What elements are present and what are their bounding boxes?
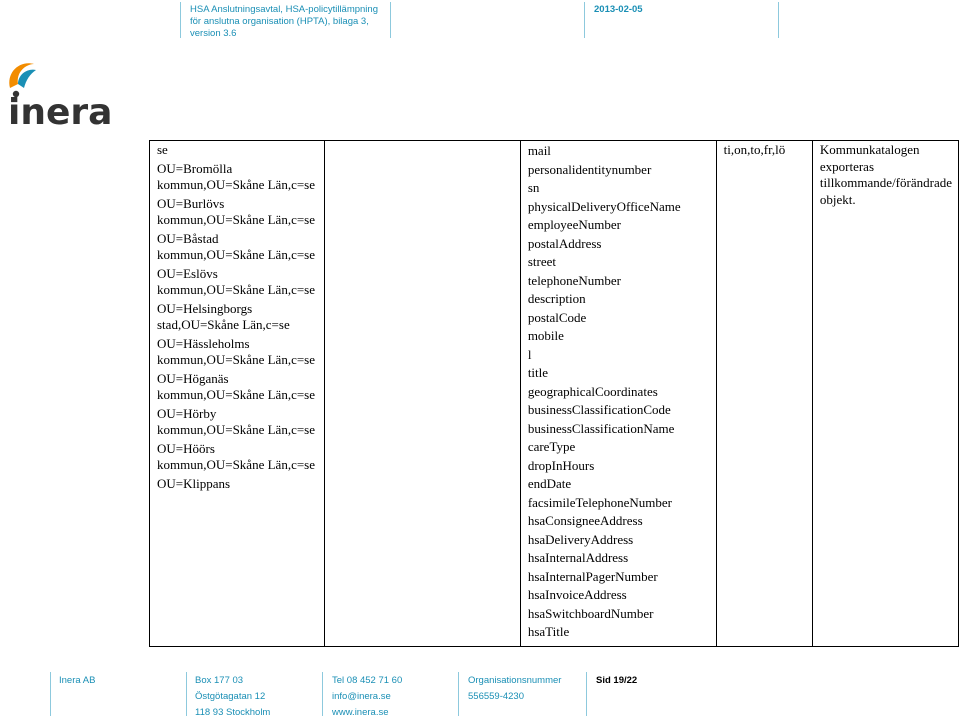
ou-entry: OU=Burlövs kommun,OU=Skåne Län,c=se <box>157 195 315 227</box>
attribute-name: postalAddress <box>527 235 602 251</box>
footer-org-label: Organisationsnummer <box>468 675 562 686</box>
attribute-name: postalCode <box>527 309 587 325</box>
ou-entry: OU=Eslövs kommun,OU=Skåne Län,c=se <box>157 265 315 297</box>
attribute-name: mail <box>527 143 551 158</box>
ou-entry: OU=Helsingborgs stad,OU=Skåne Län,c=se <box>157 300 290 332</box>
attribute-name: hsaInternalAddress <box>527 550 629 565</box>
footer-divider <box>186 672 187 716</box>
footer-divider <box>458 672 459 716</box>
ou-entry: OU=Båstad kommun,OU=Skåne Län,c=se <box>157 230 315 262</box>
attribute-name: hsaTitle <box>527 624 570 639</box>
ou-entry: OU=Hässleholms kommun,OU=Skåne Län,c=se <box>157 335 315 367</box>
ou-entry: OU=Bromölla kommun,OU=Skåne Län,c=se <box>157 160 315 192</box>
footer-org-number: 556559-4230 <box>468 691 524 702</box>
base-text: se <box>157 142 168 157</box>
note-cell <box>812 141 958 647</box>
empty-cell <box>324 141 520 647</box>
footer-email-link[interactable]: info@inera.se <box>332 691 391 702</box>
inera-swirl-icon <box>4 58 114 128</box>
footer-divider <box>586 672 587 716</box>
attribute-name: dropInHours <box>527 457 595 473</box>
attribute-name: title <box>527 365 549 380</box>
attribute-name: careType <box>527 439 576 454</box>
attribute-name: sn <box>527 180 540 195</box>
attribute-name: endDate <box>527 476 572 491</box>
attribute-name: hsaConsigneeAddress <box>527 513 643 528</box>
page-header <box>0 0 959 42</box>
attribute-name: facsimileTelephoneNumber <box>527 494 673 510</box>
header-divider <box>584 2 585 38</box>
attribute-table <box>149 140 959 647</box>
attribute-name: businessClassificationName <box>527 420 675 436</box>
attribute-name: businessClassificationCode <box>527 402 671 417</box>
header-divider <box>778 2 779 38</box>
document-title: HSA Anslutningsavtal, HSA-policytillämpning för anslutna organisation (HPTA), bilaga 3, version 3.6 <box>190 4 378 39</box>
attribute-name: personalidentitynumber <box>527 161 652 177</box>
attribute-name: street <box>527 254 556 269</box>
header-divider <box>180 2 181 38</box>
svg-text:inera: inera <box>8 92 113 128</box>
attribute-name: l <box>527 346 532 362</box>
ou-entry: OU=Hörby kommun,OU=Skåne Län,c=se <box>157 405 315 437</box>
page-number: Sid 19/22 <box>596 675 638 686</box>
footer-website-link[interactable]: www.inera.se <box>332 707 389 718</box>
footer-address-line: Box 177 03 <box>195 675 244 686</box>
inera-logo <box>4 58 114 128</box>
export-note: Kommunkatalogen exporteras tillkommande/förändrade objekt. <box>819 142 952 207</box>
attribute-name: mobile <box>527 328 564 343</box>
ou-list <box>157 161 318 493</box>
ou-entry: OU=Höörs kommun,OU=Skåne Län,c=se <box>157 440 315 472</box>
document-date: 2013-02-05 <box>594 4 643 15</box>
footer-address-line: 118 93 Stockholm <box>195 707 271 718</box>
attribute-name: geographicalCoordinates <box>527 383 658 399</box>
attribute-name: hsaSwitchboardNumber <box>527 605 654 621</box>
table-row <box>150 141 959 647</box>
days-cell <box>716 141 812 647</box>
footer-divider <box>322 672 323 716</box>
ou-cell <box>150 141 325 647</box>
attribute-name: telephoneNumber <box>527 272 621 288</box>
attribute-name: hsaInvoiceAddress <box>527 587 627 602</box>
attribute-name: description <box>527 291 586 306</box>
footer-address <box>195 673 270 721</box>
ou-entry: OU=Klippans <box>157 475 231 491</box>
footer-company: Inera AB <box>59 675 96 686</box>
days-text: ti,on,to,fr,lö <box>723 142 786 157</box>
attribute-list <box>528 142 710 642</box>
ou-entry: OU=Höganäs kommun,OU=Skåne Län,c=se <box>157 370 315 402</box>
footer-org <box>468 673 561 705</box>
footer-contact <box>332 673 402 721</box>
attribute-name: physicalDeliveryOfficeName <box>527 198 681 214</box>
footer-phone: Tel 08 452 71 60 <box>332 675 403 686</box>
footer-divider <box>50 672 51 716</box>
attribute-name: employeeNumber <box>527 217 621 232</box>
attribute-name: hsaDeliveryAddress <box>527 531 634 547</box>
footer-address-line: Östgötagatan 12 <box>195 691 266 702</box>
page-footer <box>0 672 959 716</box>
attribute-name: hsaInternalPagerNumber <box>527 568 658 584</box>
attributes-cell <box>520 141 716 647</box>
header-divider <box>390 2 391 38</box>
